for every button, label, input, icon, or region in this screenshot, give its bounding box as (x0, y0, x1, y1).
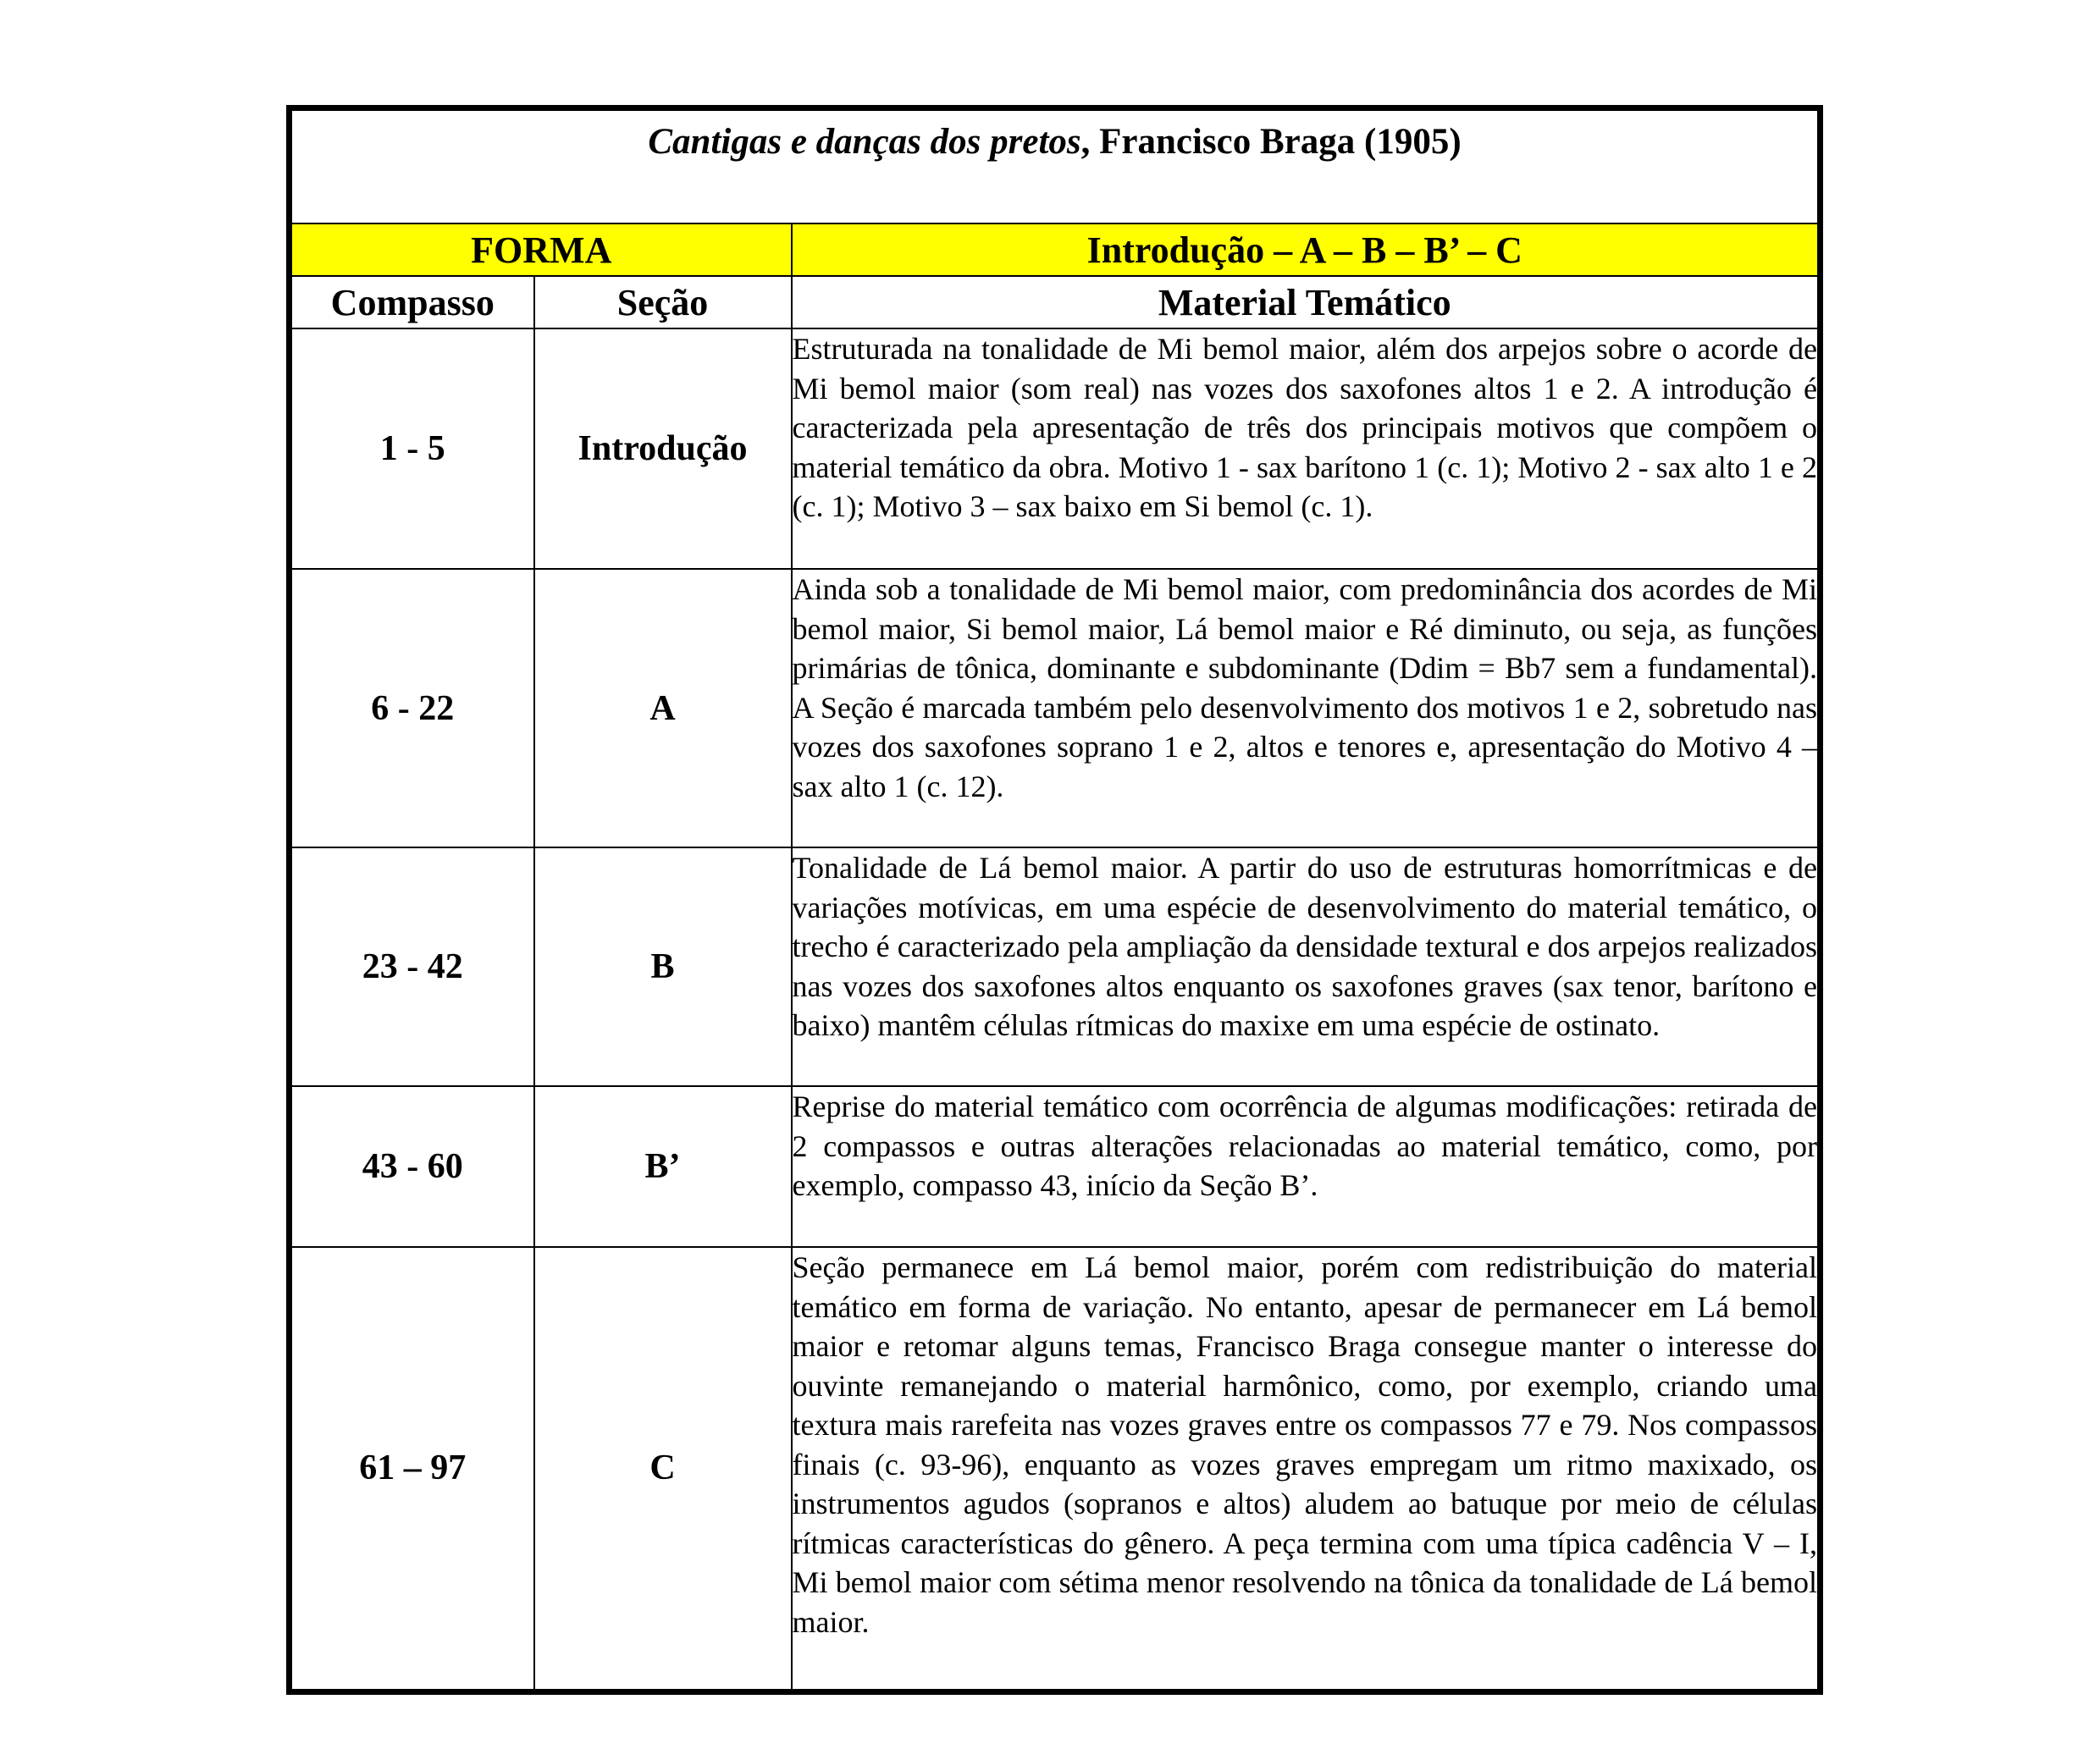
cell-secao: B’ (534, 1086, 792, 1247)
forma-row (290, 223, 1821, 276)
cell-secao: A (534, 569, 792, 847)
cell-compasso: 23 - 42 (290, 847, 534, 1086)
table-row (290, 328, 1821, 569)
table-row (290, 1247, 1821, 1691)
cell-compasso: 43 - 60 (290, 1086, 534, 1247)
forma-label: FORMA (290, 223, 792, 276)
table-row (290, 569, 1821, 847)
cell-secao: B (534, 847, 792, 1086)
table-title (290, 108, 1821, 224)
cell-material: Seção permanece em Lá bemol maior, porém com redistribuição do material temático em forma de variação. No entanto, apesar de permanecer em Lá bemol maior e retomar alguns temas, Francisco Braga consegue manter o interesse do ouvinte remanejando o material harmônico, como, por exemplo, criando uma textura mais rarefeita nas vozes graves entre os compassos 77 e 79. Nos compassos finais (c. 93-96), enquanto as vozes graves empregam um ritmo maxixado, os instrumentos agudos (sopranos e altos) aludem ao batuque por meio de células rítmicas características do gênero. A peça termina com uma típica cadência V – I, Mi bemol maior com sétima menor resolvendo na tônica da tonalidade de Lá bemol maior. (792, 1247, 1821, 1691)
column-header-row (290, 276, 1821, 328)
cell-compasso: 61 – 97 (290, 1247, 534, 1691)
title-row (290, 108, 1821, 224)
title-work-name: Cantigas e danças dos pretos (648, 122, 1081, 162)
cell-material: Reprise do material temático com ocorrência de algumas modificações: retirada de 2 compassos e outras alterações relacionadas ao material temático, como, por exemplo, compasso 43, início da Seção B’. (792, 1086, 1821, 1247)
table-row (290, 847, 1821, 1086)
forma-value: Introdução – A – B – B’ – C (792, 223, 1821, 276)
cell-compasso: 1 - 5 (290, 328, 534, 569)
header-secao: Seção (534, 276, 792, 328)
title-composer-year: , Francisco Braga (1905) (1080, 122, 1462, 162)
cell-material: Tonalidade de Lá bemol maior. A partir do uso de estruturas homorrítmicas e de variações motívicas, em uma espécie de desenvolvimento do material temático, o trecho é caracterizado pela ampliação da densidade textural e dos arpejos realizados nas vozes dos saxofones altos enquanto os saxofones graves (sax tenor, barítono e baixo) mantêm células rítmicas do maxixe em uma espécie de ostinato. (792, 847, 1821, 1086)
table-row (290, 1086, 1821, 1247)
cell-material: Estruturada na tonalidade de Mi bemol maior, além dos arpejos sobre o acorde de Mi bemol maior (som real) nas vozes dos saxofones altos 1 e 2. A introdução é caracterizada pela apresentação de três dos principais motivos que compõem o material temático da obra. Motivo 1 - sax barítono 1 (c. 1); Motivo 2 - sax alto 1 e 2 (c. 1); Motivo 3 – sax baixo em Si bemol (c. 1). (792, 328, 1821, 569)
cell-material: Ainda sob a tonalidade de Mi bemol maior, com predominância dos acordes de Mi bemol maior, Si bemol maior, Lá bemol maior e Ré diminuto, ou seja, as funções primárias de tônica, dominante e subdominante (Ddim = Bb7 sem a fundamental). A Seção é marcada também pelo desenvolvimento dos motivos 1 e 2, sobretudo nas vozes dos saxofones soprano 1 e 2, altos e tenores e, apresentação do Motivo 4 – sax alto 1 (c. 12). (792, 569, 1821, 847)
form-analysis-table (286, 105, 1823, 1695)
cell-compasso: 6 - 22 (290, 569, 534, 847)
cell-secao: Introdução (534, 328, 792, 569)
header-compasso: Compasso (290, 276, 534, 328)
header-material: Material Temático (792, 276, 1821, 328)
cell-secao: C (534, 1247, 792, 1691)
